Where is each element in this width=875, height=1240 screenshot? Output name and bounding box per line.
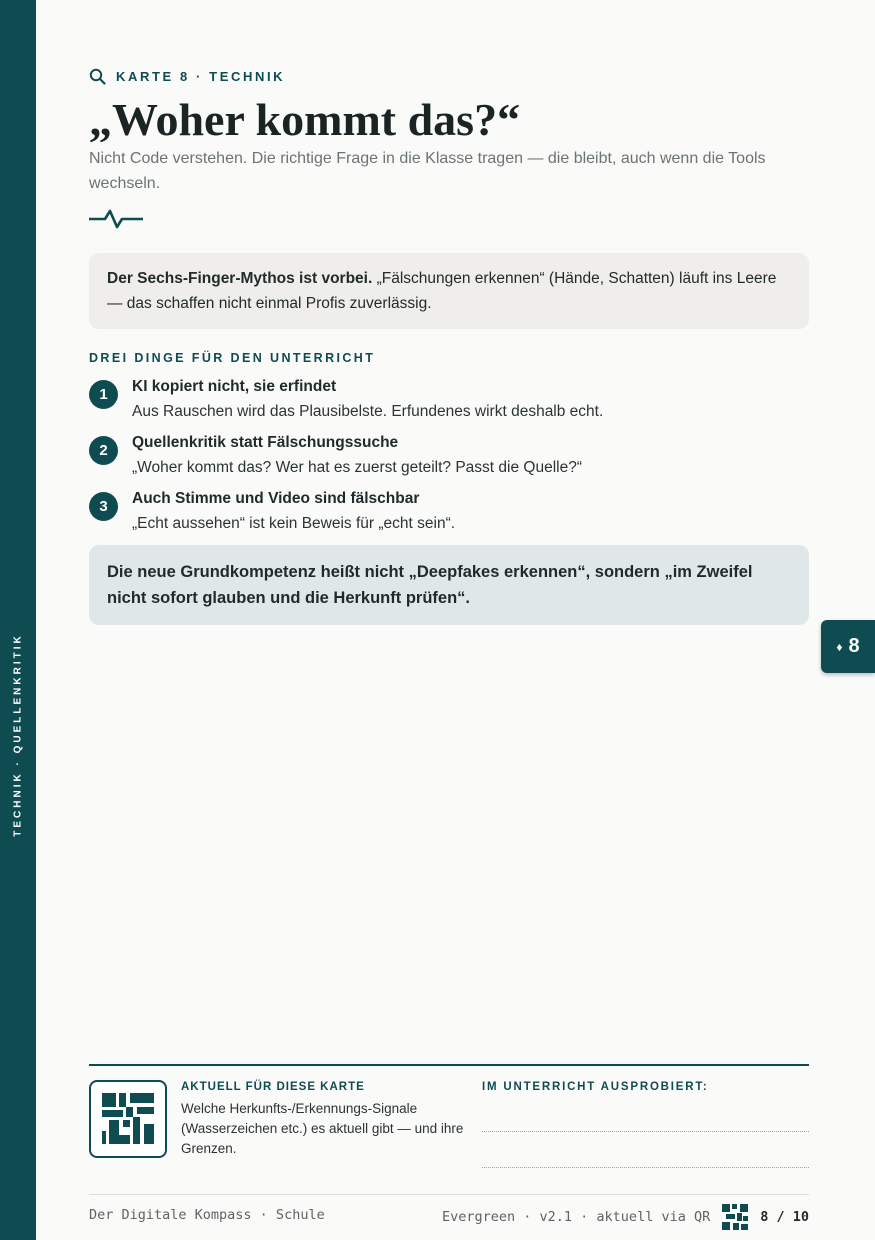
key-callout: Die neue Grundkompetenz heißt nicht „Deepfakes erkennen“, sondern „im Zweifel nicht sofort glauben und die Herkunft prüfen“. xyxy=(89,545,809,625)
page-indicator: 8 / 10 xyxy=(760,1209,809,1225)
mini-qr-icon xyxy=(722,1204,748,1230)
page-title: „Woher kommt das?“ xyxy=(89,94,521,145)
footer-thin-divider xyxy=(89,1194,809,1195)
item-number-badge: 2 xyxy=(89,436,118,465)
list-item xyxy=(89,433,809,485)
current-info-text: Welche Herkunfts-/Erkennungs-Signale (Wasserzeichen etc.) es aktuell gibt — und ihre Grenzen. xyxy=(181,1101,464,1156)
item-number-badge: 1 xyxy=(89,380,118,409)
kicker-label: KARTE 8 · TECHNIK xyxy=(116,69,286,84)
tried-in-class-heading: IM UNTERRICHT AUSPROBIERT: xyxy=(482,1081,709,1093)
qr-code-graphic xyxy=(95,1086,161,1152)
section-heading: DREI DINGE FÜR DEN UNTERRICHT xyxy=(89,351,376,365)
current-info-heading: AKTUELL FÜR DIESE KARTE xyxy=(181,1081,365,1093)
notes-line[interactable] xyxy=(482,1167,809,1168)
pulse-icon xyxy=(89,207,143,231)
item-heading: KI kopiert nicht, sie erfindet xyxy=(132,378,337,395)
footer-version: Evergreen · v2.1 · aktuell via QR xyxy=(442,1209,711,1225)
footer-divider xyxy=(89,1064,809,1066)
qr-code-icon[interactable] xyxy=(89,1080,167,1158)
footer-meta xyxy=(442,1204,809,1230)
intro-callout xyxy=(89,253,809,329)
footer-publication: Der Digitale Kompass · Schule xyxy=(89,1207,325,1223)
item-heading: Auch Stimme und Video sind fälschbar xyxy=(132,490,420,507)
list-item xyxy=(89,377,809,429)
intro-callout-bold: Der Sechs-Finger-Mythos ist vorbei. xyxy=(107,270,373,287)
page-subtitle: Nicht Code verstehen. Die richtige Frage in die Klasse tragen — die bleibt, auch wenn die Tools wechseln. xyxy=(89,150,766,192)
intro-callout-text: „Fälschungen erkennen“ (Hände, Schatten) läuft ins Leere — das schaffen nicht einmal Profis zuverlässig. xyxy=(107,270,777,312)
item-heading: Quellenkritik statt Fälschungssuche xyxy=(132,434,399,451)
page-tab[interactable] xyxy=(821,620,875,673)
side-vertical-label: TECHNIK · QUELLENKRITIK xyxy=(12,633,24,837)
list-item xyxy=(89,489,809,541)
item-description: „Woher kommt das? Wer hat es zuerst geteilt? Passt die Quelle?“ xyxy=(132,459,582,476)
item-description: Aus Rauschen wird das Plausibelste. Erfundenes wirkt deshalb echt. xyxy=(132,403,604,420)
side-band xyxy=(0,0,36,1240)
notes-line[interactable] xyxy=(482,1131,809,1132)
diamond-icon: ♦ xyxy=(836,639,843,654)
card-kicker xyxy=(89,68,285,85)
page-tab-number: 8 xyxy=(848,635,860,657)
item-description: „Echt aussehen“ ist kein Beweis für „echt sein“. xyxy=(132,515,456,532)
search-icon xyxy=(89,68,106,85)
item-number-badge: 3 xyxy=(89,492,118,521)
